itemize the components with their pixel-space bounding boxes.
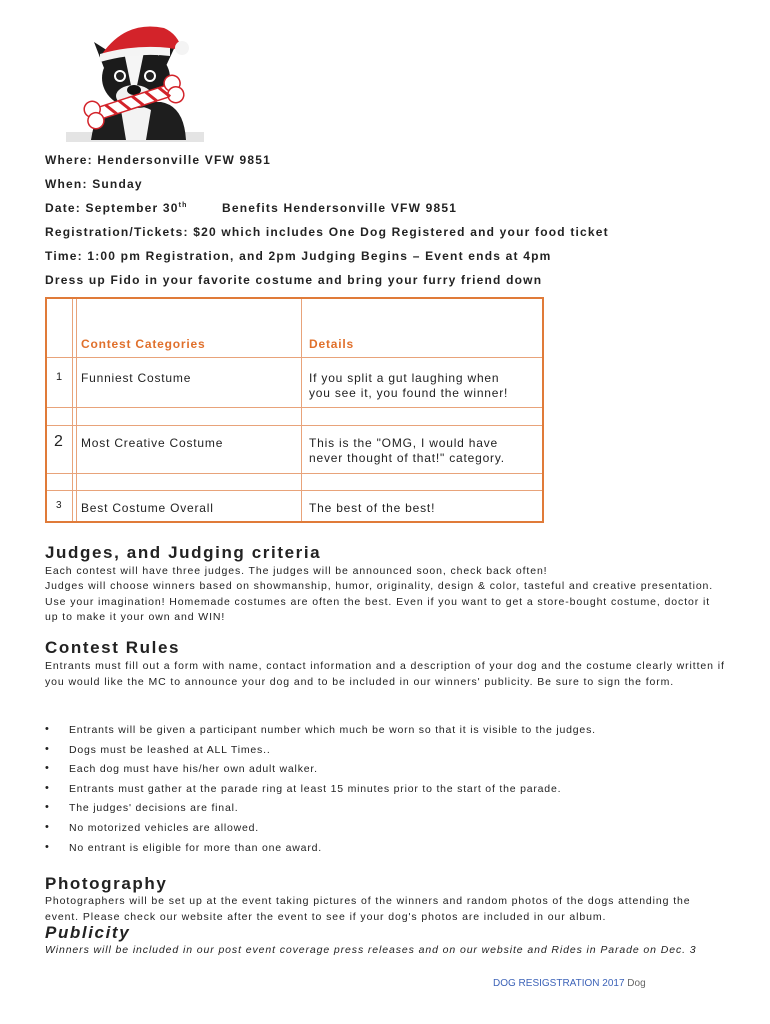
rule-text: The judges' decisions are final. [69, 802, 239, 815]
rule-text: Entrants will be given a participant number which much be worn so that it is visible to the judges. [69, 724, 596, 736]
footer [493, 978, 646, 989]
photography-text: Photographers will be set up at the event taking pictures of the winners and random photos of the dogs attending the event. Please check our website after the event to see if your dog's photos are included in our album. [45, 895, 691, 923]
rule-text: Entrants must gather at the parade ring at least 15 minutes prior to the start of the parade. [69, 782, 562, 795]
dog-santa-hat-icon [66, 10, 204, 144]
rules-intro: Entrants must fill out a form with name, contact information and a description of your dog and the costume clearly written if you would like the MC to announce your dog and to be included in our winners' publicity. Be sure to sign the form. [45, 660, 725, 688]
list-item [45, 802, 596, 822]
bullet: • [45, 820, 50, 833]
row-1-number: 1 [56, 371, 63, 383]
publicity-heading: Publicity [45, 923, 131, 942]
list-item [45, 724, 596, 744]
row-2-details-line2: never thought of that!" category. [309, 451, 505, 465]
bullet: • [45, 840, 50, 853]
photography-heading: Photography [45, 874, 168, 893]
rules-list [45, 724, 596, 861]
list-item [45, 763, 596, 783]
bullet: • [45, 762, 50, 775]
list-item [45, 822, 596, 842]
dress-line: Dress up Fido in your favorite costume and bring your furry friend down [45, 273, 543, 287]
bullet: • [45, 723, 50, 735]
judging-line1: Each contest will have three judges. The judges will be announced soon, check back often! [45, 565, 548, 577]
date-line [45, 201, 188, 215]
date-text: Date: September 30 [45, 201, 179, 215]
contest-table [45, 297, 544, 523]
when-line: When: Sunday [45, 177, 143, 191]
list-item [45, 783, 596, 803]
rule-text: No motorized vehicles are allowed. [69, 821, 260, 834]
tickets-line: Registration/Tickets: $20 which includes One Dog Registered and your food ticket [45, 225, 609, 239]
footer-suffix: Dog [624, 978, 646, 989]
row-2-number: 2 [54, 433, 64, 450]
rules-heading: Contest Rules [45, 638, 181, 657]
benefits-line: Benefits Hendersonville VFW 9851 [222, 201, 458, 215]
where-line: Where: Hendersonville VFW 9851 [45, 153, 272, 167]
row-2-category: Most Creative Costume [81, 436, 224, 450]
header-categories: Contest Categories [81, 337, 206, 351]
row-1-category: Funniest Costume [81, 371, 192, 385]
bullet: • [45, 801, 50, 814]
footer-title: DOG RESIGSTRATION 2017 [493, 978, 625, 989]
row-1-details-line1: If you split a gut laughing when [309, 371, 500, 385]
rule-text: No entrant is eligible for more than one award. [69, 841, 322, 854]
date-superscript: th [178, 202, 188, 209]
rule-text: Dogs must be leashed at ALL Times.. [69, 743, 271, 756]
row-1-details-line2: you see it, you found the winner! [309, 386, 509, 400]
list-item [45, 744, 596, 764]
rule-text: Each dog must have his/her own adult walker. [69, 763, 318, 776]
bullet: • [45, 742, 50, 755]
row-3-category: Best Costume Overall [81, 501, 214, 515]
judging-line2: Judges will choose winners based on showmanship, humor, originality, design & color, tasteful and creative presentation. Use your imagination! Homemade costumes are often the best. Even if you want to get a store-bought costume, doctor it up to make it your own and WIN! [45, 580, 714, 623]
bullet: • [45, 781, 50, 794]
list-item [45, 842, 596, 862]
header-details: Details [309, 337, 354, 351]
row-2-details-line1: This is the "OMG, I would have [309, 436, 498, 450]
time-line: Time: 1:00 pm Registration, and 2pm Judging Begins – Event ends at 4pm [45, 249, 552, 263]
publicity-text: Winners will be included in our post event coverage press releases and on our website and Rides in Parade on Dec. 3 [45, 944, 697, 956]
judging-heading: Judges, and Judging criteria [45, 543, 322, 562]
row-3-number: 3 [56, 500, 63, 511]
row-3-details: The best of the best! [309, 501, 436, 515]
